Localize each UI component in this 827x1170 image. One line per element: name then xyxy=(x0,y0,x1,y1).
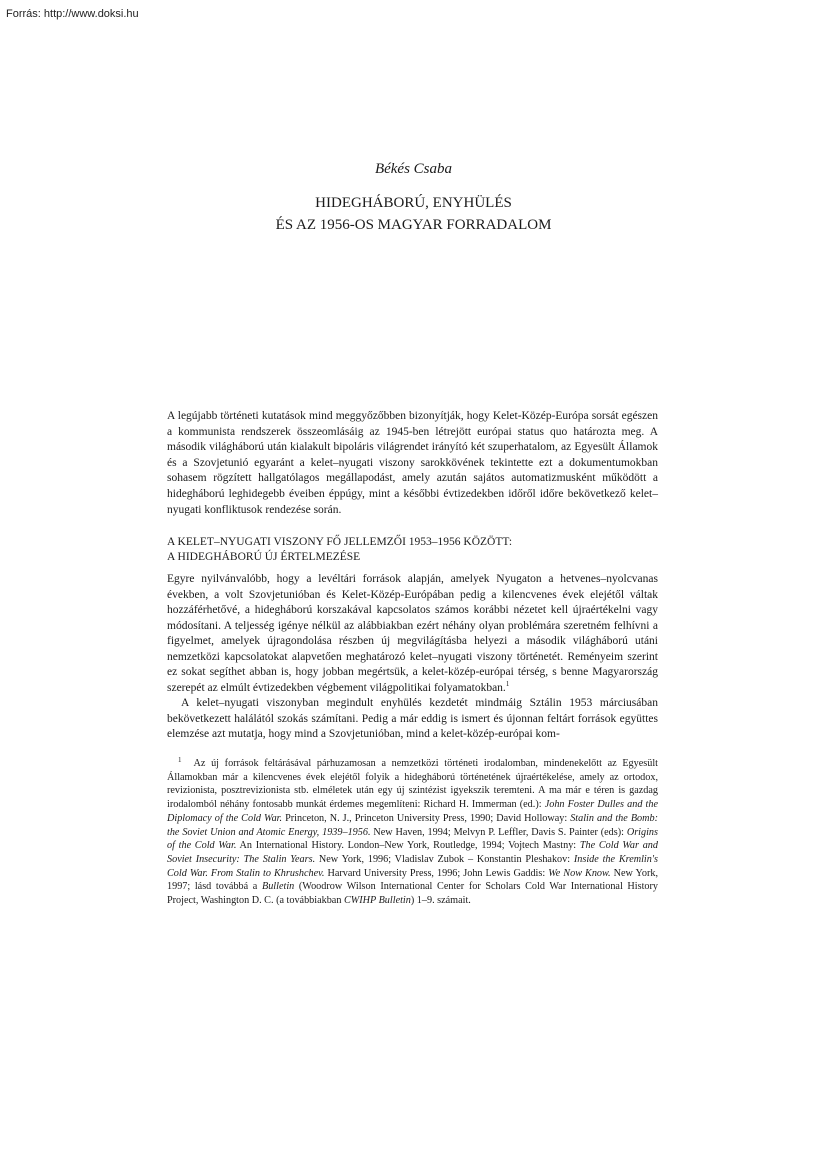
title-line-2: ÉS AZ 1956-OS MAGYAR FORRADALOM xyxy=(275,217,552,233)
footnote-text: New Haven, 1994; Melvyn P. Leffler, Davis S. Painter (eds): xyxy=(370,826,627,838)
section-heading-line-2: A HIDEGHÁBORÚ ÚJ ÉRTELMEZÉSE xyxy=(167,551,361,563)
abstract-paragraph: A legújabb történeti kutatások mind meggyőzőbben bizonyítják, hogy Kelet-Közép-Európa sorsát egészen a kommunista rendszerek összeomlásáig az 1945-ben létrejött európai status quo határozta meg. A második világháború után kialakult bipoláris világrendet irányító két szuperhatalom, az Egyesült Államok és a Szovjetunió egyaránt a kelet–nyugati viszony sarokkövének tekintette ezt a dokumentumokban sohasem rögzített hallgatólagos megállapodást, amely azután sajátos automatizmusként működött a hidegháború leghidegebb éveiben éppúgy, mint a későbbi évtizedekben időről időre bekövetkező kelet–nyugati konfliktusok rendezése során. xyxy=(167,410,658,516)
footnote-text: Az új források feltárásával párhuzamosan a nemzetközi történeti irodalomban, mindenekelőtt az Egyesült Államokban már a kilencvenes évek elejétől folyik a hidegháború történetének újraértékelése, amely az ortodox, revizionista, posztrevizionista stb. elméletek után egy új szintézist igyekszik teremteni. A ma már e téren is gazdag irodalomból néhány fontosabb munkát érdemes megemlíteni: Richard H. Immerman (ed.): xyxy=(167,758,658,811)
body-paragraph-1-text: Egyre nyilvánvalóbb, hogy a levéltári források alapján, amelyek Nyugaton a hetvenes–nyolcvanas években, a volt Szovjetunióban és Kelet-Közép-Európában pedig a kilencvenes évek elejétől váltak hozzáférhetővé, a hidegháború korszakával kapcsolatos számos korábbi nézetet kell újraértékelni vagy módosítani. A teljesség igénye nélkül az alábbiakban ezért néhány olyan problémára szeretném felhívni a figyelmet, amelyek újragondolása részben új megvilágításba helyezi a második világháború utáni nemzetközi kapcsolatokat alapvetően meghatározó kelet–nyugati viszony történetét. Reményeim szerint ez sokat segíthet abban is, hogy jobban megértsük, a kelet-közép-európai térség, s benne Magyarország szerepét az elmúlt évtizedekben végbement világpolitikai folyamatokban. xyxy=(167,573,658,694)
footnote-book-title: Bulletin xyxy=(261,881,295,893)
title-line-1: HIDEGHÁBORÚ, ENYHÜLÉS xyxy=(315,195,512,211)
footnote-book-title: John Foster Dulles and the Diplomacy of the Cold War. xyxy=(167,799,658,824)
section-heading xyxy=(167,535,658,565)
footnote-book-title: CWIHP Bulletin xyxy=(343,895,411,907)
source-label: Forrás: http://www.doksi.hu xyxy=(6,8,139,20)
footnote-book-title: Inside the Kremlin's Cold War. From Stalin to Khrushchev. xyxy=(167,853,658,879)
footnote-text: New York, 1997; lásd továbbá a xyxy=(167,867,659,893)
footnote-reference[interactable]: 1 xyxy=(505,680,510,688)
body-paragraph-1 xyxy=(167,572,658,696)
body-paragraph-2: A kelet–nyugati viszonyban megindult enyhülés kezdetét mindmáig Sztálin 1953 márciusában bekövetkezett halálától szokás számítani. Pedig a már eddig is ismert és újonnan feltárt források együttes elemzése azt mutatja, hogy mind a Szovjetunióban, mind a kelet-közép-európai kom- xyxy=(167,697,658,741)
footnote xyxy=(167,757,658,908)
footnote-book-title: Stalin and the Bomb: the Soviet Union and Atomic Energy, 1939–1956. xyxy=(167,812,658,838)
footnote-book-title: Origins of the Cold War. xyxy=(167,826,658,852)
footnote-text: (Woodrow Wilson International Center for Scholars Cold War International History Project, Washington D. C. (a továbbiakban xyxy=(167,881,658,907)
footnote-text: Princeton, N. J., Princeton University Press, 1990; David Holloway: xyxy=(282,812,571,824)
footnote-text: New York, 1996; Vladislav Zubok – Konstantin Pleshakov: xyxy=(315,853,574,865)
author-name: Békés Csaba xyxy=(374,161,453,177)
article-title xyxy=(0,192,827,236)
footnote-text: ) 1–9. számait. xyxy=(410,895,471,907)
footnote-book-title: The Cold War and Soviet Insecurity: The Stalin Years. xyxy=(167,840,658,865)
footnote-book-title: We Now Know. xyxy=(548,867,611,879)
section-heading-line-1: A KELET–NYUGATI VISZONY FŐ JELLEMZŐI 1953–1956 KÖZÖTT: xyxy=(167,536,513,548)
footnote-text: An International History. London–New York, Routledge, 1994; Vojtech Mastny: xyxy=(236,840,580,852)
body-text xyxy=(167,572,658,743)
footnote-marker: 1 xyxy=(178,755,182,764)
footnote-text: Harvard University Press, 1996; John Lewis Gaddis: xyxy=(324,867,549,879)
